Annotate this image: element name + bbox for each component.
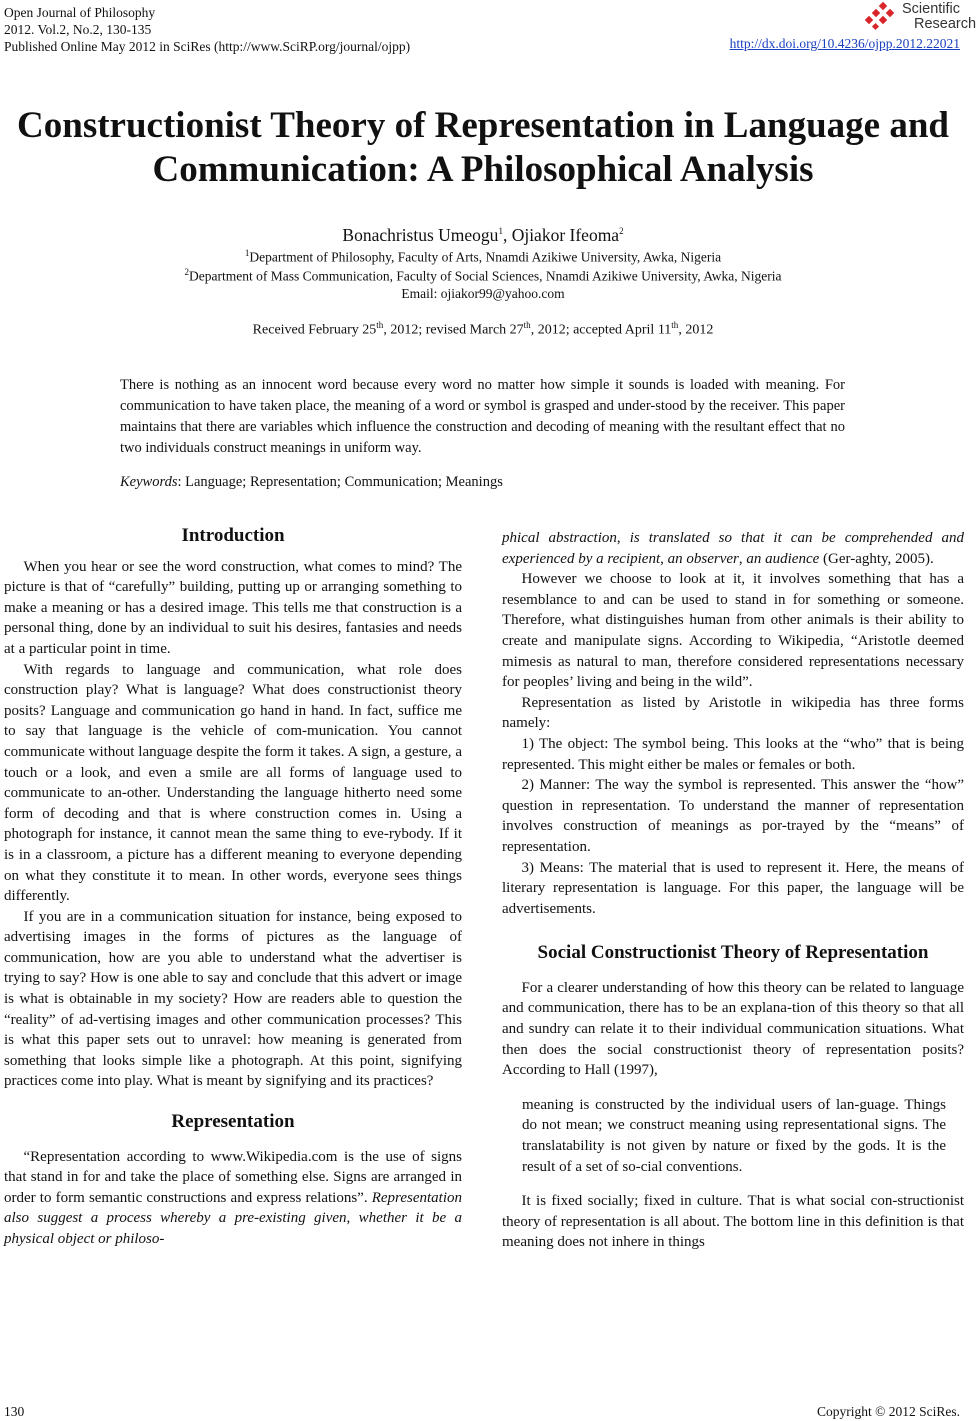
block-quote: meaning is constructed by the individual users of lan-guage. Things do not mean; we construct meaning using representational signs. The translatability is not given by nature or fixed by the gods. It is the result of a set of so-cial conventions.	[522, 1096, 946, 1175]
logo-text-line1: Scientific	[902, 1, 961, 17]
publisher-logo	[860, 1, 976, 36]
italic-text: phical abstraction	[502, 530, 617, 546]
page-number: 130	[4, 1404, 25, 1419]
abstract: There is nothing as an innocent word because every word no matter how simple it sounds is loaded with meaning. For communication to have taken place, the meaning of a word or symbol is grasped and under-stood by the receiver. This paper maintains that there are variables which influence the construction and decoding of meaning with the resultant effect that no two individuals construct meanings in uniform way.	[120, 377, 845, 456]
paragraph: 3) Means: The material that is used to represent it. Here, the means of literary representation is language. For this paper, the language will be advertisements.	[502, 859, 964, 917]
keywords-list: : Language; Representation; Communication; Meanings	[177, 474, 503, 490]
author-affil-mark: 1	[498, 226, 503, 237]
journal-volume: 2012. Vol.2, No.2, 130-135	[4, 22, 152, 37]
email: Email: ojiakor99@yahoo.com	[401, 286, 565, 301]
paragraph: However we choose to look at it, it involves something that has a resemblance to and can be used to stand in for something or someone. Therefore, what distinguishes human from other animals is their ability to create and manipulate signs. According to Wikipedia, “Aristotle deemed mimesis as natural to man, therefore considered representations necessary for peoples’ living and being in the wild”.	[502, 571, 964, 691]
title-line-2: Communication: A Philosophical Analysis	[152, 149, 814, 190]
affiliation-1	[0, 248, 966, 266]
author-name: Ojiakor Ifeoma	[511, 225, 620, 245]
paragraph: With regards to language and communication, what role does construction play? What is language? What does constructionist theory posits? Language and communication go hand in hand. In fact, suffice me to say that language is the vehicle of com-munication. You cannot communicate without language despite the form it takes. A sign, a gesture, a touch or a look, and even a smile are all forms of language used to communicate to an-other. Understanding the language hitherto need some form of decoding and that is where construction comes in. Using a photograph for instance, it cannot mean the same thing to eve-rybody. If it is in a classroom, a picture has a different meaning to everyone depending on what they constitute it to mean. In other words, everyone sees things differently.	[4, 661, 462, 905]
affiliation-mark: 1	[244, 248, 250, 258]
italic-text: is translated so that it can be comprehended and experienced by a recipient	[502, 530, 965, 567]
paragraph: If you are in a communication situation for instance, being exposed to advertising images in the forms of pictures as the language of communication, how are you able to understand what the advertiser is trying to say? How is one able to say and conclude that this advert or image is what is obtainable in my society? How are readers able to question the “reality” of ad-vertising images and other communication processes? This is what this paper sets out to unravel: how meaning is generated from something that looks simple like a photograph. At this point, signifying practices come into play. What is meant by signifying and its practices?	[4, 908, 462, 1090]
journal-header	[4, 4, 410, 55]
affiliation-text: Department of Philosophy, Faculty of Arts, Nnamdi Azikiwe University, Awka, Nigeria	[249, 249, 722, 265]
received-text: Received February 25	[252, 322, 377, 338]
italic-text: whether it be a physical object or philoso-	[4, 1210, 463, 1247]
ordinal-suffix: th	[376, 320, 384, 330]
scientific-research-logo-icon	[860, 2, 900, 32]
revised-text: , 2012; revised March 27	[383, 322, 524, 338]
italic-text: an audience	[746, 550, 820, 567]
accepted-text: , 2012; accepted April 11	[530, 322, 672, 338]
text-run: “Representation according to www.Wikipedia.com is the use of signs that stand in for and take the place of something else. Signs are arranged in order to form semantic constructions and express relations”.	[4, 1148, 462, 1206]
section-heading-representation: Representation	[171, 1111, 295, 1133]
paragraph: It is fixed socially; fixed in culture. That is what social con-structionist theory of representation is all about. The bottom line in this definition is that meaning does not inhere in things	[502, 1193, 964, 1251]
logo-text-line2: Research	[914, 16, 976, 32]
year-text: , 2012	[678, 322, 714, 338]
doi-link[interactable]: http://dx.doi.org/10.4236/ojpp.2012.22021	[729, 36, 960, 51]
paragraph: 2) Manner: The way the symbol is represented. This answer the “how” question in representation. To understand the manner of representation involves construction of meanings as por-trayed by the “means” of representation.	[502, 777, 964, 855]
paragraph: Representation as listed by Aristotle in wikipedia has three forms namely:	[502, 694, 964, 732]
paper-title	[0, 104, 966, 192]
paragraph: 1) The object: The symbol being. This looks at the “who” that is being represented. This might either be males or females or both.	[502, 735, 964, 773]
keywords	[120, 474, 503, 491]
text-run: ,	[738, 550, 747, 567]
section-heading-introduction: Introduction	[181, 525, 285, 546]
right-column	[502, 528, 964, 1253]
text-run: (Ger-aghty, 2005).	[819, 550, 934, 567]
copyright: Copyright © 2012 SciRes.	[816, 1404, 960, 1419]
affiliation-2	[0, 267, 966, 285]
publication-info: Published Online May 2012 in SciRes (http://www.SciRP.org/journal/ojpp)	[4, 39, 411, 54]
ordinal-suffix: th	[523, 320, 531, 330]
ordinal-suffix: th	[671, 320, 679, 330]
text-run: ,	[660, 550, 668, 567]
left-column	[4, 526, 462, 1250]
author-list	[0, 225, 966, 246]
title-line-1: Constructionist Theory of Representation in Language and	[17, 105, 949, 146]
received-dates	[0, 320, 966, 339]
author-name: Bonachristus Umeogu	[342, 225, 499, 245]
section-heading-social-constructionist: Social Constructionist Theory of Representation	[537, 942, 929, 964]
paragraph	[4, 1147, 462, 1250]
journal-name: Open Journal of Philosophy	[4, 5, 156, 20]
text-run: ,	[616, 530, 630, 546]
text-run: ,	[346, 1210, 359, 1227]
keywords-label: Keywords	[120, 474, 178, 490]
paragraph	[502, 528, 964, 569]
affiliation-text: Department of Mass Communication, Faculty of Social Sciences, Nnamdi Azikiwe University, Awka, Nigeria	[188, 268, 782, 284]
italic-text: an observer	[667, 550, 739, 567]
italic-text: Representation also suggest a process whereby a pre-existing given	[4, 1189, 462, 1227]
paragraph: For a clearer understanding of how this theory can be related to language and communication, there has to be an explana-tion of this theory so that all and sundry can relate it to their individual communication situations. What then does the social constructionist theory of representation posits? According to Hall (1997),	[502, 979, 964, 1079]
author-affil-mark: 2	[619, 226, 624, 237]
paragraph: When you hear or see the word construction, what comes to mind? The picture is that of “carefully” building, putting up or arranging something to make a meaning or has a desired image. This tells me that construction is a personal thing, done by an individual to suit his desires, fantasies and needs at a particular point in time.	[4, 558, 462, 657]
affiliation-mark: 2	[184, 267, 189, 277]
author-separator: ,	[502, 225, 512, 245]
